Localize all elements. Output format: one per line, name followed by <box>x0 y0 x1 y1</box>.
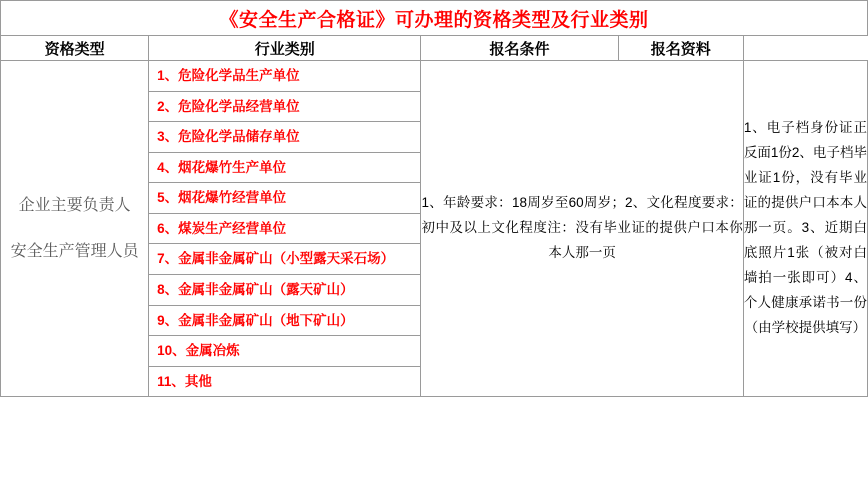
list-item <box>149 91 420 122</box>
industry-category-item-4: 4、烟花爆竹生产单位 <box>149 152 420 183</box>
table-body-row <box>1 61 868 397</box>
industry-category-item-5: 5、烟花爆竹经营单位 <box>149 183 420 214</box>
list-item <box>149 366 420 396</box>
registration-documents-text: 1、电子档身份证正反面1份2、电子档毕业证1份，没有毕业证的提供户口本本人那一页。3、近期白底照片1张（被对白墙拍一张即可）4、个人健康承诺书一份（由学校提供填写） <box>743 120 867 335</box>
column-header-registration-documents: 报名资料 <box>618 36 743 61</box>
registration-documents-cell <box>743 61 867 397</box>
list-item <box>149 183 420 214</box>
qualification-type-item-1: 企业主要负责人 <box>18 197 131 214</box>
column-header-industry-category: 行业类别 <box>149 36 421 61</box>
table-header-row <box>1 36 868 61</box>
industry-category-item-6: 6、煤炭生产经营单位 <box>149 213 420 244</box>
list-item <box>149 336 420 367</box>
industry-category-list <box>149 61 420 396</box>
list-item <box>149 244 420 275</box>
list-item <box>149 305 420 336</box>
qualification-type-cell <box>1 61 149 397</box>
column-header-qualification-type: 资格类型 <box>1 36 149 61</box>
industry-category-item-7: 7、金属非金属矿山（小型露天采石场） <box>149 244 420 275</box>
list-item <box>149 61 420 91</box>
list-item <box>149 152 420 183</box>
registration-conditions-text: 1、年龄要求：18周岁至60周岁；2、文化程度要求：初中及以上文化程度注：没有毕业证的提供户口本你本人那一页 <box>421 195 743 261</box>
table-title-row <box>1 1 868 36</box>
industry-category-item-2: 2、危险化学品经营单位 <box>149 91 420 122</box>
industry-category-item-11: 11、其他 <box>149 366 420 396</box>
industry-category-item-1: 1、危险化学品生产单位 <box>149 61 420 91</box>
page-title: 《安全生产合格证》可办理的资格类型及行业类别 <box>1 1 868 36</box>
list-item <box>149 213 420 244</box>
industry-category-item-8: 8、金属非金属矿山（露天矿山） <box>149 274 420 305</box>
industry-category-item-9: 9、金属非金属矿山（地下矿山） <box>149 305 420 336</box>
registration-conditions-cell <box>421 61 743 397</box>
column-header-registration-conditions: 报名条件 <box>421 36 618 61</box>
industry-category-item-3: 3、危险化学品储存单位 <box>149 122 420 153</box>
industry-category-cell <box>149 61 421 397</box>
list-item <box>149 274 420 305</box>
list-item <box>149 122 420 153</box>
qualification-type-item-2: 安全生产管理人员 <box>10 242 139 260</box>
industry-category-item-10: 10、金属冶炼 <box>149 336 420 367</box>
